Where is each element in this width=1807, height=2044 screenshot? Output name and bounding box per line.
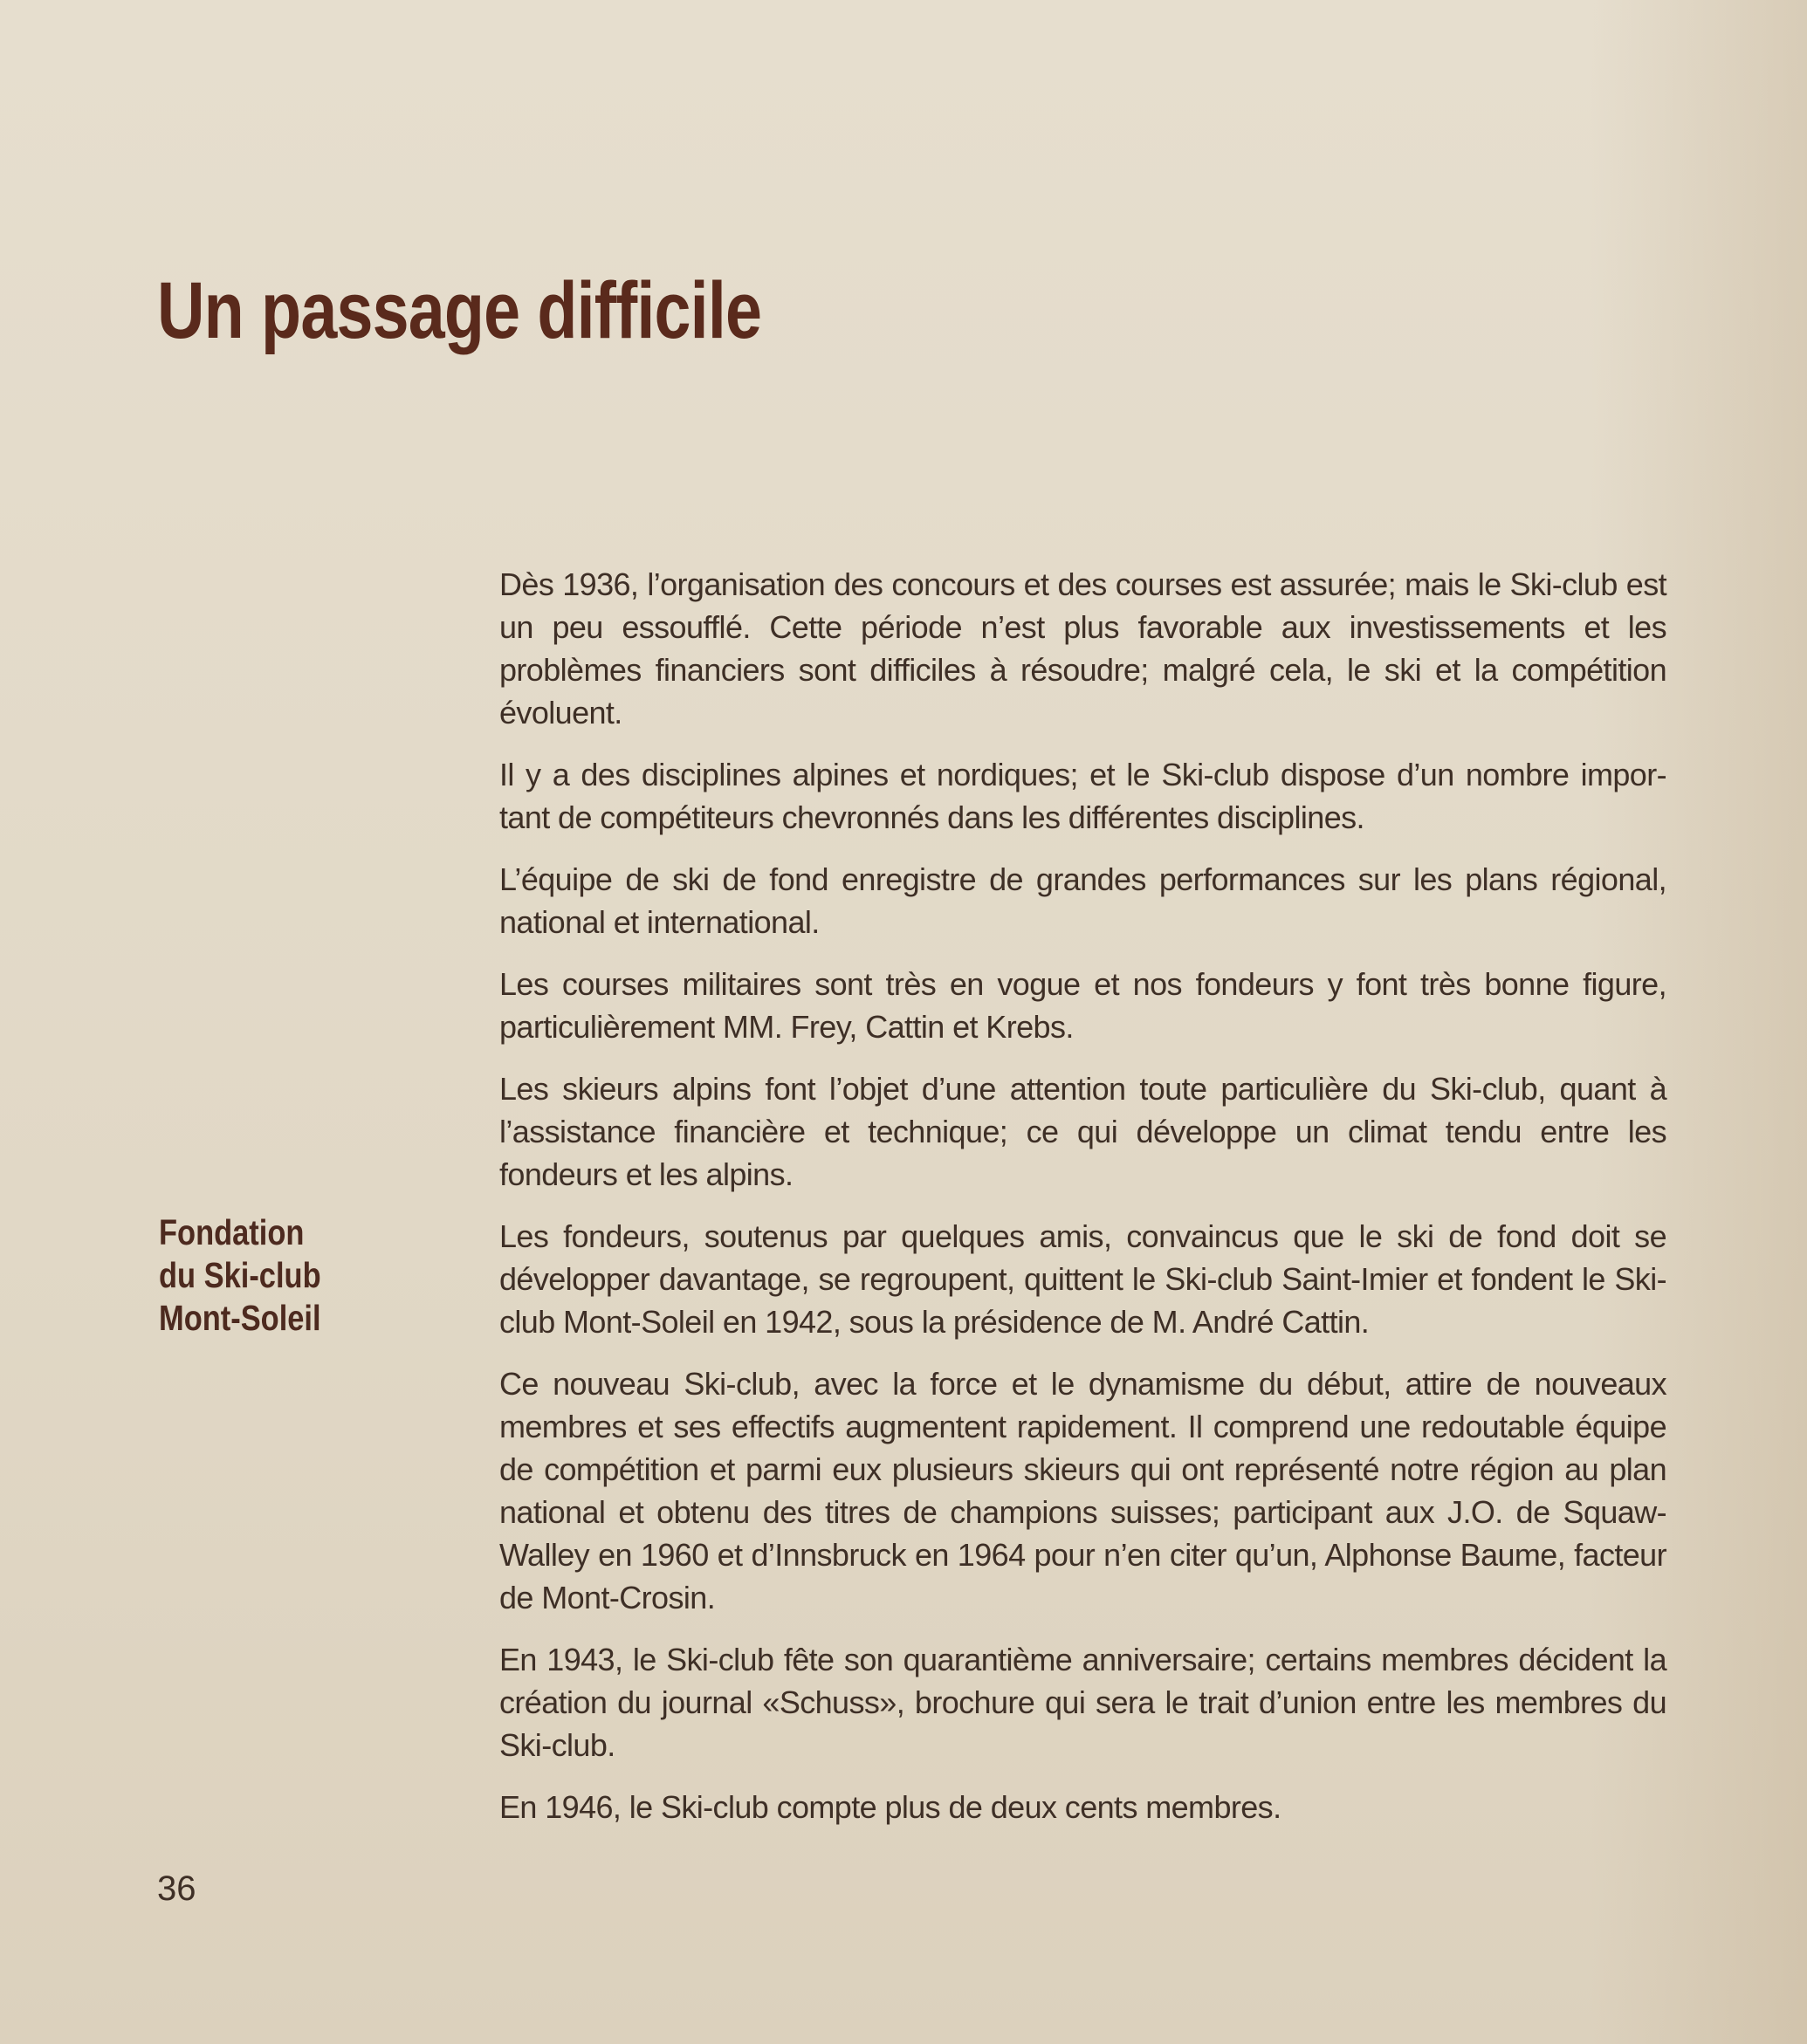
page-title: Un passage difficile [157, 266, 762, 355]
paragraph-9: En 1946, le Ski-club compte plus de deux cents membres. [499, 1789, 1281, 1825]
paragraph-2: Il y a des disciplines alpines et nordiques; et le Ski-club dispose d’un nombre impor-tant de compétiteurs chevronnés dans les différentes disciplines. [499, 757, 1666, 835]
margin-heading-line-1: Fondation [159, 1212, 305, 1252]
margin-heading [159, 1211, 321, 1340]
paragraph-8: En 1943, le Ski-club fête son quarantième anniversaire; certains membres décident la création du journal «Schuss», brochure qui sera le trait d’union entre les membres du Ski-club. [499, 1642, 1666, 1763]
margin-heading-line-3: Mont-Soleil [159, 1298, 321, 1338]
body-text [499, 563, 1666, 1848]
paragraph-7: Ce nouveau Ski-club, avec la force et le dynamisme du début, attire de nouveaux membres et ses effectifs augmentent rapidement. Il comprend une redoutable équipe de compétition et parmi eux plusieurs skieurs qui ont représenté notre région au plan national et obtenu des titres de champions suisses; participant aux J.O. de Squaw-Walley en 1960 et d’Innsbruck en 1964 pour n’en citer qu’un, Alphonse Baume, facteur de Mont-Crosin. [499, 1366, 1666, 1615]
margin-heading-line-2: du Ski-club [159, 1255, 321, 1295]
page-number: 36 [157, 1869, 196, 1908]
paragraph-6: Les fondeurs, soutenus par quelques amis, convaincus que le ski de fond doit se développer davantage, se regroupent, quittent le Ski-club Saint-Imier et fondent le Ski-club Mont-Soleil en 1942, sous la présidence de M. André Cattin. [499, 1218, 1666, 1340]
paragraph-1: Dès 1936, l’organisation des concours et des courses est assurée; mais le Ski-club est un peu essoufflé. Cette période n’est plus favorable aux investissements et les problèmes financiers sont difficiles à résoudre; malgré cela, le ski et la compétition évoluent. [499, 566, 1666, 730]
paragraph-5: Les skieurs alpins font l’objet d’une attention toute particulière du Ski-club, quant à l’assistance financière et technique; ce qui développe un climat tendu entre les fondeurs et les alpins. [499, 1071, 1666, 1192]
paragraph-4: Les courses militaires sont très en vogue et nos fondeurs y font très bonne figure, particulièrement MM. Frey, Cattin et Krebs. [499, 966, 1666, 1045]
paragraph-3: L’équipe de ski de fond enregistre de grandes performances sur les plans régional, national et international. [499, 861, 1666, 940]
